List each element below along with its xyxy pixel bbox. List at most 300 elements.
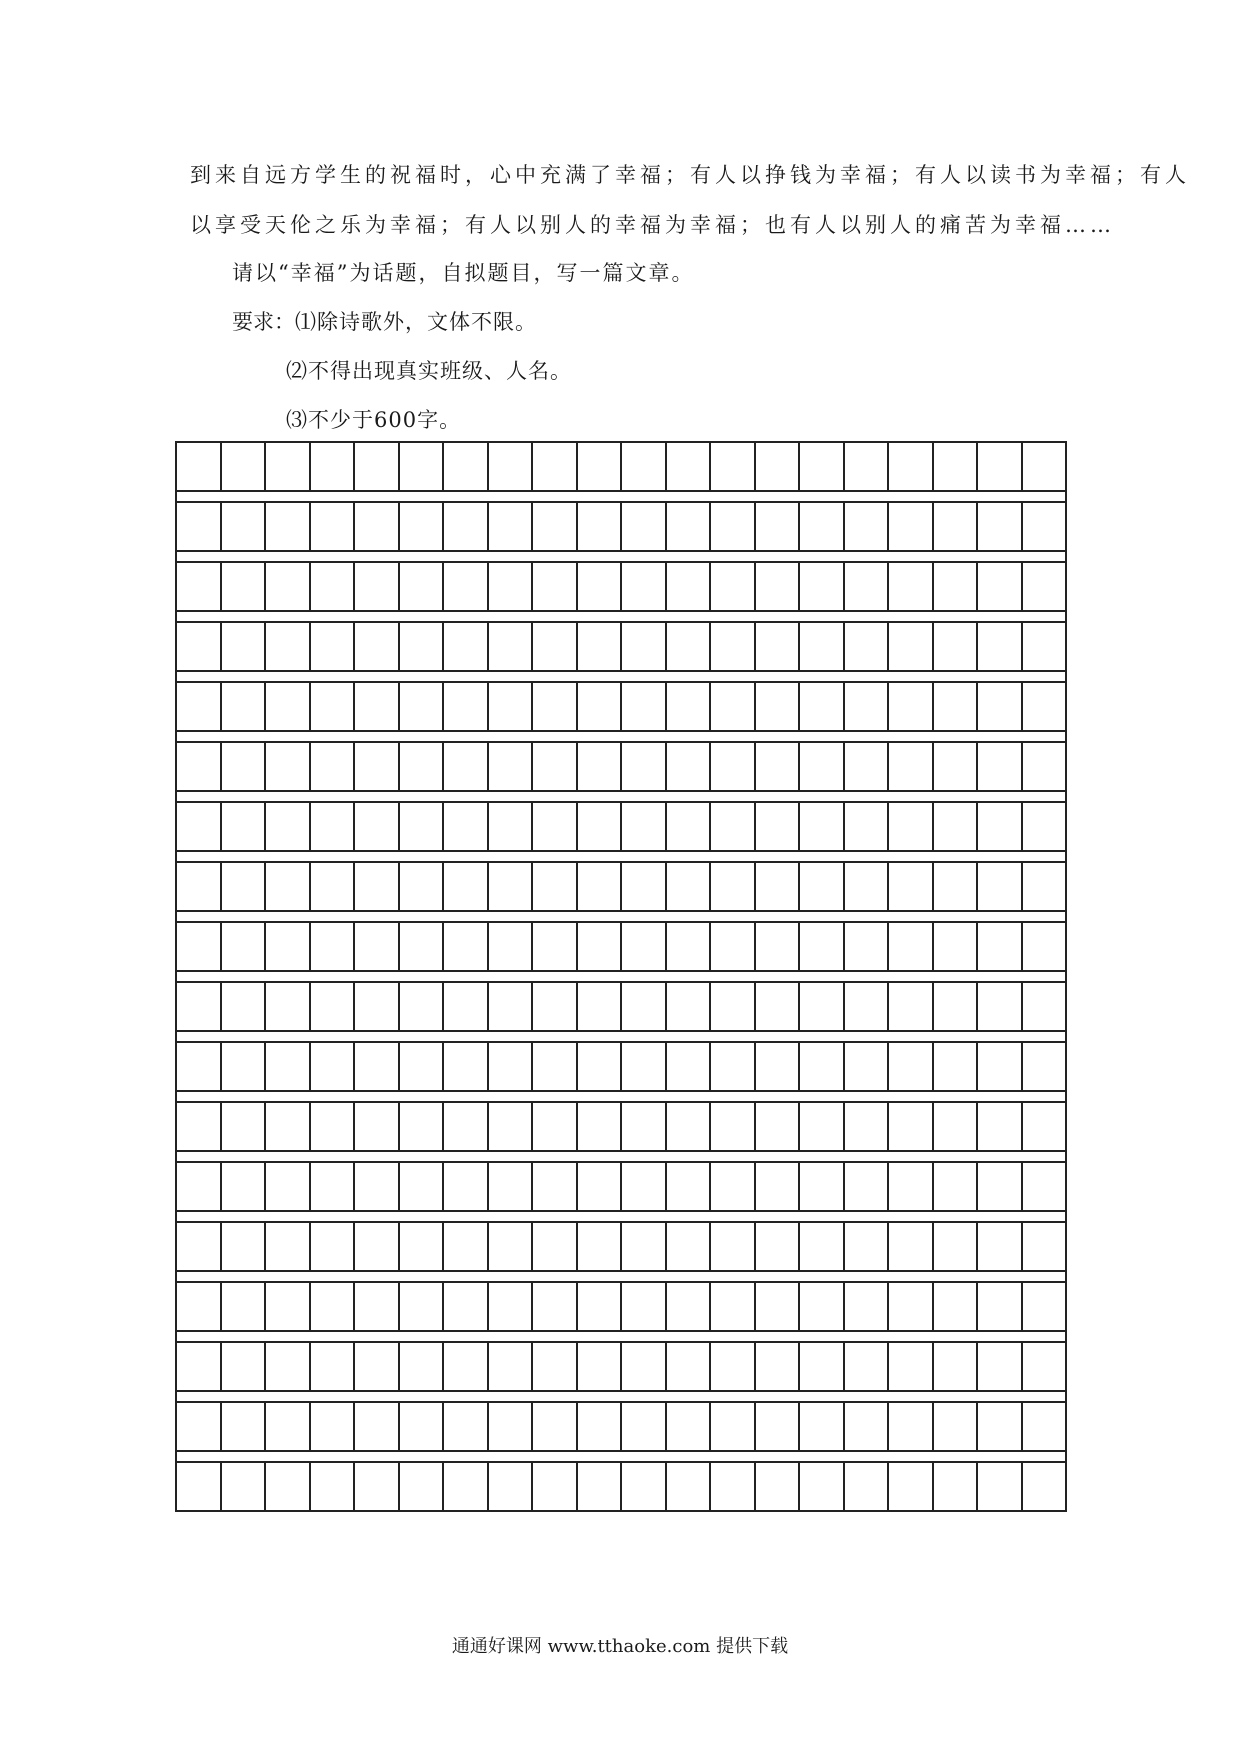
grid-row-gap: [175, 1092, 1067, 1101]
grid-cell: [311, 443, 356, 490]
grid-cell: [222, 503, 267, 550]
grid-cell: [400, 1223, 445, 1270]
grid-cell: [845, 563, 890, 610]
grid-cell: [756, 1103, 801, 1150]
grid-cell: [489, 803, 534, 850]
grid-cell: [1023, 683, 1066, 730]
grid-cell: [177, 1163, 222, 1210]
grid-cell: [667, 1343, 712, 1390]
grid-cell: [222, 803, 267, 850]
grid-cell: [1023, 1043, 1066, 1090]
grid-cell: [667, 983, 712, 1030]
grid-cell: [444, 863, 489, 910]
grid-cell: [578, 623, 623, 670]
grid-cell: [800, 503, 845, 550]
grid-row-gap: [175, 972, 1067, 981]
grid-cell: [489, 743, 534, 790]
grid-cell: [756, 743, 801, 790]
grid-cell: [1023, 743, 1066, 790]
grid-cell: [800, 1343, 845, 1390]
grid-cell: [355, 863, 400, 910]
grid-row-gap: [175, 1332, 1067, 1341]
grid-cell: [400, 1043, 445, 1090]
grid-cell: [711, 803, 756, 850]
grid-cell: [711, 743, 756, 790]
grid-cell: [533, 863, 578, 910]
grid-cell: [934, 1343, 979, 1390]
grid-cell: [756, 1043, 801, 1090]
grid-cell: [489, 1283, 534, 1330]
grid-cell: [177, 743, 222, 790]
grid-cell: [311, 1343, 356, 1390]
grid-cell: [400, 1283, 445, 1330]
grid-cell: [667, 1043, 712, 1090]
grid-cell: [756, 1283, 801, 1330]
grid-cell: [978, 443, 1023, 490]
grid-cell: [578, 1343, 623, 1390]
grid-cell: [978, 623, 1023, 670]
grid-cell: [177, 1463, 222, 1510]
grid-cell: [800, 1283, 845, 1330]
grid-cell: [622, 1403, 667, 1450]
grid-cell: [667, 863, 712, 910]
grid-cell: [444, 503, 489, 550]
grid-cell: [800, 443, 845, 490]
grid-cell: [533, 1103, 578, 1150]
grid-cell: [355, 923, 400, 970]
grid-cell: [578, 803, 623, 850]
grid-cell: [1023, 623, 1066, 670]
grid-cell: [800, 1043, 845, 1090]
grid-cell: [355, 683, 400, 730]
grid-cell: [978, 1343, 1023, 1390]
grid-row-gap: [175, 1032, 1067, 1041]
grid-cell: [222, 563, 267, 610]
grid-cell: [622, 1343, 667, 1390]
grid-cell: [444, 1103, 489, 1150]
grid-cell: [1023, 1223, 1066, 1270]
grid-cell: [489, 983, 534, 1030]
grid-cell: [578, 1043, 623, 1090]
grid-row: [175, 1041, 1067, 1092]
grid-cell: [934, 1463, 979, 1510]
grid-cell: [845, 983, 890, 1030]
grid-row: [175, 921, 1067, 972]
grid-cell: [266, 1043, 311, 1090]
grid-cell: [889, 623, 934, 670]
grid-cell: [756, 1463, 801, 1510]
grid-cell: [845, 1163, 890, 1210]
prompt-instruction: 请以“幸福”为话题，自拟题目，写一篇文章。: [232, 261, 695, 285]
grid-cell: [355, 503, 400, 550]
grid-row: [175, 1401, 1067, 1452]
grid-cell: [222, 683, 267, 730]
grid-cell: [711, 983, 756, 1030]
grid-cell: [889, 1043, 934, 1090]
grid-cell: [889, 743, 934, 790]
grid-cell: [845, 923, 890, 970]
grid-cell: [622, 923, 667, 970]
grid-cell: [845, 1403, 890, 1450]
grid-cell: [756, 683, 801, 730]
grid-cell: [667, 1103, 712, 1150]
grid-cell: [400, 1343, 445, 1390]
grid-cell: [177, 983, 222, 1030]
grid-cell: [355, 623, 400, 670]
grid-row: [175, 1341, 1067, 1392]
grid-cell: [1023, 563, 1066, 610]
grid-cell: [667, 743, 712, 790]
grid-cell: [444, 1283, 489, 1330]
grid-cell: [177, 863, 222, 910]
grid-cell: [578, 863, 623, 910]
grid-cell: [622, 1103, 667, 1150]
grid-cell: [266, 683, 311, 730]
grid-row: [175, 1281, 1067, 1332]
grid-row-gap: [175, 912, 1067, 921]
grid-cell: [756, 923, 801, 970]
grid-cell: [1023, 1163, 1066, 1210]
grid-cell: [222, 1103, 267, 1150]
grid-cell: [711, 1163, 756, 1210]
grid-cell: [667, 1403, 712, 1450]
grid-cell: [578, 683, 623, 730]
grid-cell: [311, 803, 356, 850]
grid-cell: [978, 1103, 1023, 1150]
grid-cell: [934, 1283, 979, 1330]
grid-cell: [311, 743, 356, 790]
grid-cell: [266, 1223, 311, 1270]
grid-cell: [978, 1043, 1023, 1090]
grid-cell: [622, 503, 667, 550]
passage-line-1: 到来自远方学生的祝福时，心中充满了幸福；有人以挣钱为幸福；有人以读书为幸福；有人: [190, 163, 1190, 187]
grid-cell: [667, 563, 712, 610]
grid-cell: [667, 683, 712, 730]
grid-cell: [845, 743, 890, 790]
grid-cell: [400, 1163, 445, 1210]
grid-cell: [978, 923, 1023, 970]
grid-row-gap: [175, 792, 1067, 801]
grid-cell: [800, 1163, 845, 1210]
grid-cell: [845, 1343, 890, 1390]
grid-cell: [667, 803, 712, 850]
grid-cell: [845, 803, 890, 850]
grid-cell: [578, 1463, 623, 1510]
grid-cell: [845, 1223, 890, 1270]
grid-cell: [622, 1223, 667, 1270]
grid-cell: [355, 1103, 400, 1150]
grid-cell: [1023, 1103, 1066, 1150]
grid-cell: [1023, 503, 1066, 550]
grid-row-gap: [175, 492, 1067, 501]
grid-cell: [400, 1103, 445, 1150]
grid-cell: [266, 983, 311, 1030]
grid-cell: [1023, 983, 1066, 1030]
grid-cell: [444, 1043, 489, 1090]
grid-cell: [978, 1283, 1023, 1330]
grid-cell: [845, 863, 890, 910]
grid-cell: [355, 983, 400, 1030]
grid-cell: [889, 803, 934, 850]
grid-cell: [266, 1163, 311, 1210]
grid-cell: [800, 1103, 845, 1150]
grid-cell: [444, 563, 489, 610]
grid-row: [175, 501, 1067, 552]
grid-cell: [444, 1403, 489, 1450]
grid-cell: [177, 803, 222, 850]
grid-cell: [400, 923, 445, 970]
grid-cell: [400, 623, 445, 670]
grid-cell: [489, 443, 534, 490]
grid-cell: [934, 983, 979, 1030]
grid-cell: [889, 863, 934, 910]
grid-cell: [800, 803, 845, 850]
grid-row-gap: [175, 1272, 1067, 1281]
grid-cell: [667, 1163, 712, 1210]
grid-cell: [711, 683, 756, 730]
grid-cell: [533, 1223, 578, 1270]
grid-row-gap: [175, 612, 1067, 621]
grid-cell: [266, 923, 311, 970]
grid-cell: [311, 503, 356, 550]
grid-row: [175, 441, 1067, 492]
grid-cell: [711, 1403, 756, 1450]
grid-cell: [1023, 1463, 1066, 1510]
grid-cell: [978, 803, 1023, 850]
grid-cell: [533, 1043, 578, 1090]
grid-cell: [489, 1463, 534, 1510]
grid-cell: [667, 923, 712, 970]
grid-cell: [711, 1223, 756, 1270]
grid-row: [175, 981, 1067, 1032]
grid-cell: [622, 443, 667, 490]
grid-cell: [711, 1283, 756, 1330]
grid-cell: [400, 563, 445, 610]
grid-cell: [622, 563, 667, 610]
grid-cell: [400, 803, 445, 850]
grid-cell: [222, 923, 267, 970]
grid-cell: [622, 863, 667, 910]
grid-cell: [711, 863, 756, 910]
grid-cell: [622, 1283, 667, 1330]
grid-cell: [489, 563, 534, 610]
grid-cell: [845, 623, 890, 670]
grid-cell: [667, 623, 712, 670]
grid-cell: [177, 1043, 222, 1090]
grid-cell: [311, 923, 356, 970]
grid-cell: [934, 683, 979, 730]
grid-cell: [533, 623, 578, 670]
grid-cell: [533, 983, 578, 1030]
grid-cell: [578, 923, 623, 970]
grid-cell: [800, 623, 845, 670]
grid-cell: [355, 563, 400, 610]
grid-cell: [934, 923, 979, 970]
grid-cell: [311, 1283, 356, 1330]
grid-cell: [400, 1403, 445, 1450]
grid-cell: [355, 1343, 400, 1390]
grid-cell: [934, 563, 979, 610]
grid-cell: [311, 983, 356, 1030]
grid-cell: [222, 1463, 267, 1510]
grid-cell: [667, 1223, 712, 1270]
grid-cell: [978, 1403, 1023, 1450]
grid-cell: [444, 923, 489, 970]
grid-cell: [177, 503, 222, 550]
grid-cell: [756, 1163, 801, 1210]
grid-cell: [444, 803, 489, 850]
grid-cell: [978, 1223, 1023, 1270]
grid-cell: [1023, 923, 1066, 970]
grid-cell: [622, 683, 667, 730]
grid-cell: [845, 1463, 890, 1510]
grid-cell: [177, 443, 222, 490]
grid-cell: [934, 1223, 979, 1270]
grid-cell: [889, 1283, 934, 1330]
grid-cell: [578, 1223, 623, 1270]
grid-cell: [800, 563, 845, 610]
grid-cell: [355, 1043, 400, 1090]
grid-row: [175, 1161, 1067, 1212]
requirement-item: ⑶不少于600字。: [286, 408, 462, 432]
grid-cell: [756, 1343, 801, 1390]
grid-cell: [622, 743, 667, 790]
grid-cell: [400, 1463, 445, 1510]
grid-row: [175, 1221, 1067, 1272]
grid-cell: [578, 503, 623, 550]
grid-cell: [355, 443, 400, 490]
grid-cell: [177, 1343, 222, 1390]
grid-cell: [311, 683, 356, 730]
grid-cell: [578, 563, 623, 610]
grid-cell: [311, 1403, 356, 1450]
grid-cell: [266, 743, 311, 790]
grid-cell: [845, 1103, 890, 1150]
grid-cell: [266, 803, 311, 850]
requirement-item: ⑵不得出现真实班级、人名。: [286, 359, 572, 383]
grid-cell: [711, 503, 756, 550]
grid-cell: [266, 623, 311, 670]
grid-cell: [489, 1043, 534, 1090]
grid-row: [175, 681, 1067, 732]
grid-cell: [889, 1223, 934, 1270]
passage-line-2: 以享受天伦之乐为幸福；有人以别人的幸福为幸福；也有人以别人的痛苦为幸福……: [190, 213, 1115, 237]
grid-cell: [222, 1223, 267, 1270]
grid-cell: [533, 503, 578, 550]
grid-cell: [533, 563, 578, 610]
grid-cell: [711, 1043, 756, 1090]
grid-cell: [355, 1403, 400, 1450]
grid-cell: [222, 983, 267, 1030]
grid-cell: [533, 1283, 578, 1330]
grid-cell: [845, 503, 890, 550]
grid-cell: [711, 563, 756, 610]
grid-cell: [489, 1223, 534, 1270]
grid-cell: [756, 1403, 801, 1450]
grid-cell: [756, 623, 801, 670]
grid-cell: [622, 803, 667, 850]
grid-cell: [578, 983, 623, 1030]
grid-cell: [400, 443, 445, 490]
grid-cell: [711, 1343, 756, 1390]
grid-cell: [667, 503, 712, 550]
grid-row-gap: [175, 672, 1067, 681]
grid-cell: [667, 1463, 712, 1510]
grid-cell: [934, 743, 979, 790]
grid-cell: [622, 1043, 667, 1090]
grid-row: [175, 1101, 1067, 1152]
requirement-item: ⑴除诗歌外，文体不限。: [295, 310, 537, 334]
grid-cell: [533, 1163, 578, 1210]
grid-cell: [934, 1043, 979, 1090]
grid-cell: [444, 623, 489, 670]
grid-row: [175, 1461, 1067, 1512]
grid-cell: [889, 443, 934, 490]
footer-source: 通通好课网 www.tthaoke.com 提供下载: [451, 1636, 789, 1657]
grid-cell: [756, 443, 801, 490]
grid-cell: [177, 923, 222, 970]
grid-cell: [934, 1163, 979, 1210]
grid-cell: [756, 503, 801, 550]
grid-cell: [311, 863, 356, 910]
grid-cell: [444, 1163, 489, 1210]
grid-cell: [444, 1223, 489, 1270]
grid-cell: [889, 1403, 934, 1450]
grid-cell: [934, 803, 979, 850]
grid-cell: [266, 1283, 311, 1330]
grid-cell: [177, 1403, 222, 1450]
grid-cell: [978, 563, 1023, 610]
grid-cell: [756, 983, 801, 1030]
grid-cell: [489, 863, 534, 910]
grid-cell: [756, 563, 801, 610]
grid-cell: [489, 923, 534, 970]
grid-cell: [845, 1043, 890, 1090]
grid-cell: [311, 1103, 356, 1150]
grid-cell: [978, 743, 1023, 790]
grid-cell: [889, 503, 934, 550]
grid-cell: [934, 1403, 979, 1450]
grid-cell: [1023, 1343, 1066, 1390]
grid-cell: [400, 863, 445, 910]
grid-cell: [1023, 863, 1066, 910]
grid-row-gap: [175, 552, 1067, 561]
grid-cell: [1023, 1283, 1066, 1330]
grid-row: [175, 861, 1067, 912]
grid-cell: [355, 1283, 400, 1330]
grid-cell: [311, 623, 356, 670]
grid-cell: [800, 1463, 845, 1510]
grid-cell: [578, 743, 623, 790]
grid-cell: [1023, 1403, 1066, 1450]
grid-cell: [756, 1223, 801, 1270]
grid-cell: [622, 1463, 667, 1510]
grid-cell: [266, 503, 311, 550]
grid-cell: [622, 623, 667, 670]
grid-cell: [222, 443, 267, 490]
grid-cell: [177, 683, 222, 730]
requirements-label: 要求：: [232, 310, 295, 334]
grid-cell: [978, 1163, 1023, 1210]
grid-cell: [711, 1463, 756, 1510]
grid-cell: [311, 1463, 356, 1510]
grid-cell: [311, 563, 356, 610]
grid-cell: [578, 1403, 623, 1450]
grid-cell: [800, 1403, 845, 1450]
grid-cell: [533, 1403, 578, 1450]
grid-cell: [444, 443, 489, 490]
grid-cell: [489, 1163, 534, 1210]
